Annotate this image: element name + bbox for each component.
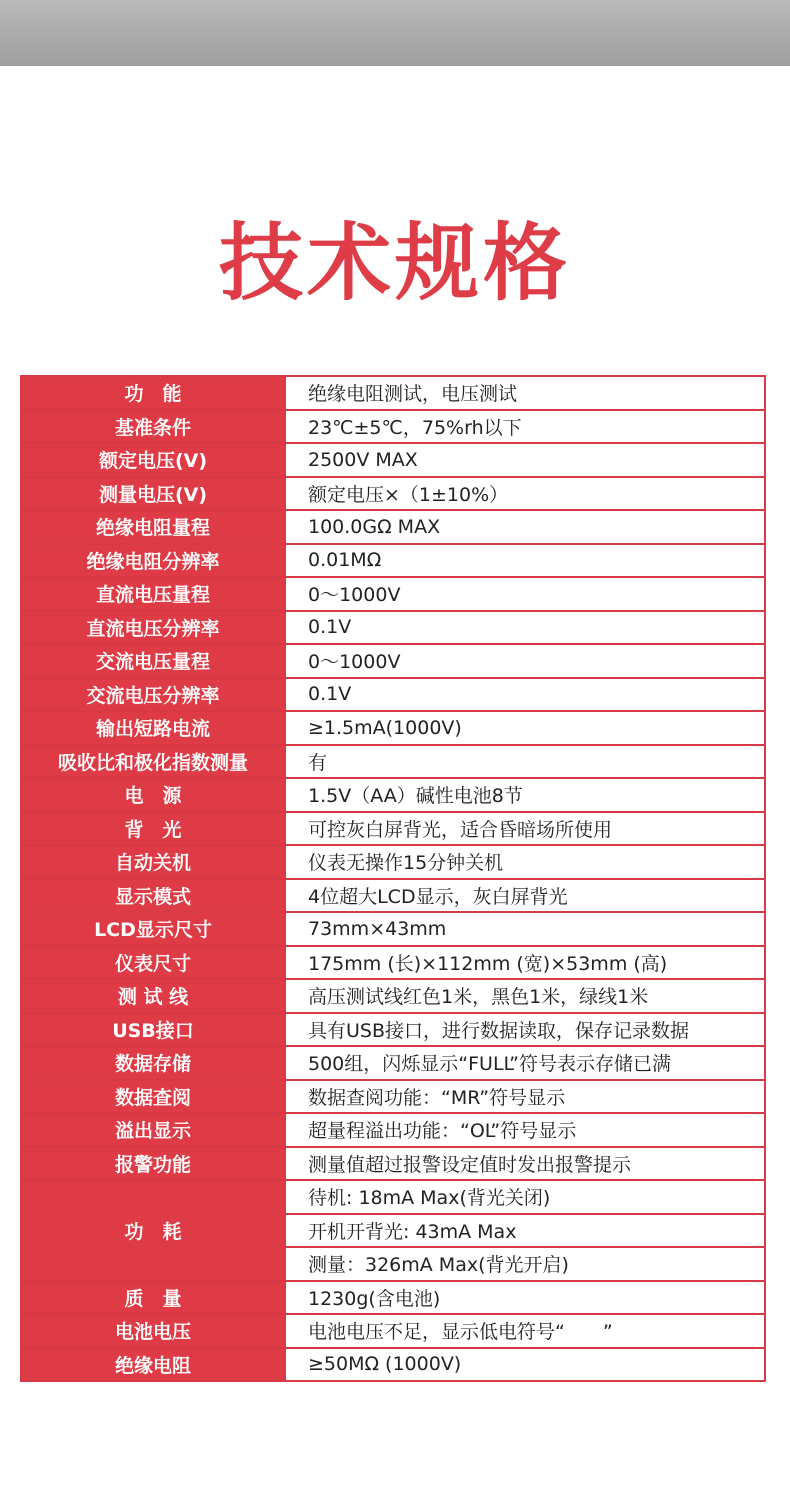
table-row	[21, 711, 765, 745]
table-row	[21, 644, 765, 678]
table-row	[21, 812, 765, 846]
table-row	[21, 443, 765, 477]
spec-value: 开机开背光: 43mA Max	[285, 1214, 765, 1248]
spec-value: 测量：326mA Max(背光开启)	[285, 1247, 765, 1281]
spec-label: 报警功能	[21, 1147, 285, 1181]
table-row	[21, 510, 765, 544]
table-row	[21, 912, 765, 946]
spec-value: 测量值超过报警设定值时发出报警提示	[285, 1147, 765, 1181]
spec-label: 数据存储	[21, 1046, 285, 1080]
table-row	[21, 410, 765, 444]
spec-value: 仪表无操作15分钟关机	[285, 845, 765, 879]
spec-value: 数据查阅功能：“MR”符号显示	[285, 1080, 765, 1114]
spec-label: 绝缘电阻分辨率	[21, 544, 285, 578]
spec-label: 溢出显示	[21, 1113, 285, 1147]
spec-label: 测量电压(V)	[21, 477, 285, 511]
spec-value: 100.0GΩ MAX	[285, 510, 765, 544]
spec-label: 自动关机	[21, 845, 285, 879]
spec-value: 175mm (长)×112mm (宽)×53mm (高)	[285, 946, 765, 980]
spec-value: 待机: 18mA Max(背光关闭)	[285, 1180, 765, 1214]
spec-label: 质 量	[21, 1281, 285, 1315]
spec-label: 吸收比和极化指数测量	[21, 745, 285, 779]
table-row	[21, 879, 765, 913]
spec-label: 直流电压分辨率	[21, 611, 285, 645]
spec-label: 绝缘电阻	[21, 1348, 285, 1382]
table-row	[21, 845, 765, 879]
spec-label: 电 源	[21, 778, 285, 812]
spec-value: 额定电压×（1±10%）	[285, 477, 765, 511]
table-row	[21, 678, 765, 712]
spec-value: 2500V MAX	[285, 443, 765, 477]
spec-label: 功 能	[21, 376, 285, 410]
table-row	[21, 577, 765, 611]
spec-value: 0.01MΩ	[285, 544, 765, 578]
spec-label: 显示模式	[21, 879, 285, 913]
spec-value: 绝缘电阻测试，电压测试	[285, 376, 765, 410]
spec-value: 超量程溢出功能：“OL”符号显示	[285, 1113, 765, 1147]
table-row	[21, 1147, 765, 1181]
spec-label: USB接口	[21, 1013, 285, 1047]
table-row	[21, 745, 765, 779]
spec-value: 0～1000V	[285, 577, 765, 611]
spec-value: 0～1000V	[285, 644, 765, 678]
spec-label: 数据查阅	[21, 1080, 285, 1114]
spec-label: 交流电压分辨率	[21, 678, 285, 712]
table-row	[21, 544, 765, 578]
spec-label: 功 耗	[21, 1180, 285, 1281]
spec-label: 电池电压	[21, 1314, 285, 1348]
table-row	[21, 946, 765, 980]
table-row	[21, 1113, 765, 1147]
spec-value: ≥50MΩ (1000V)	[285, 1348, 765, 1382]
spec-label: 绝缘电阻量程	[21, 510, 285, 544]
table-row	[21, 979, 765, 1013]
table-row	[21, 1180, 765, 1214]
table-row	[21, 1314, 765, 1348]
spec-label: 背 光	[21, 812, 285, 846]
spec-label: 交流电压量程	[21, 644, 285, 678]
spec-label: 仪表尺寸	[21, 946, 285, 980]
top-banner	[0, 0, 790, 66]
spec-label: LCD显示尺寸	[21, 912, 285, 946]
table-row	[21, 1348, 765, 1382]
spec-value: ≥1.5mA(1000V)	[285, 711, 765, 745]
spec-value: 1.5V（AA）碱性电池8节	[285, 778, 765, 812]
spec-value: 4位超大LCD显示，灰白屏背光	[285, 879, 765, 913]
spec-value: 有	[285, 745, 765, 779]
spec-label: 基准条件	[21, 410, 285, 444]
spec-value: 0.1V	[285, 611, 765, 645]
spec-table-body	[21, 376, 765, 1381]
spec-label: 直流电压量程	[21, 577, 285, 611]
spec-value: 23℃±5℃，75%rh以下	[285, 410, 765, 444]
spec-value: 1230g(含电池)	[285, 1281, 765, 1315]
table-row	[21, 1046, 765, 1080]
spec-value: 电池电压不足，显示低电符号“ ”	[285, 1314, 765, 1348]
spec-value: 500组，闪烁显示“FULL”符号表示存储已满	[285, 1046, 765, 1080]
table-row	[21, 376, 765, 410]
spec-value: 73mm×43mm	[285, 912, 765, 946]
page-title: 技术规格	[218, 214, 571, 312]
spec-label: 测 试 线	[21, 979, 285, 1013]
spec-table	[20, 375, 766, 1382]
spec-value: 具有USB接口，进行数据读取，保存记录数据	[285, 1013, 765, 1047]
table-row	[21, 778, 765, 812]
table-row	[21, 1080, 765, 1114]
table-row	[21, 1013, 765, 1047]
spec-value: 0.1V	[285, 678, 765, 712]
spec-label: 额定电压(V)	[21, 443, 285, 477]
table-row	[21, 1281, 765, 1315]
spec-label: 输出短路电流	[21, 711, 285, 745]
table-row	[21, 477, 765, 511]
table-row	[21, 611, 765, 645]
spec-value: 可控灰白屏背光，适合昏暗场所使用	[285, 812, 765, 846]
spec-value: 高压测试线红色1米，黑色1米，绿线1米	[285, 979, 765, 1013]
